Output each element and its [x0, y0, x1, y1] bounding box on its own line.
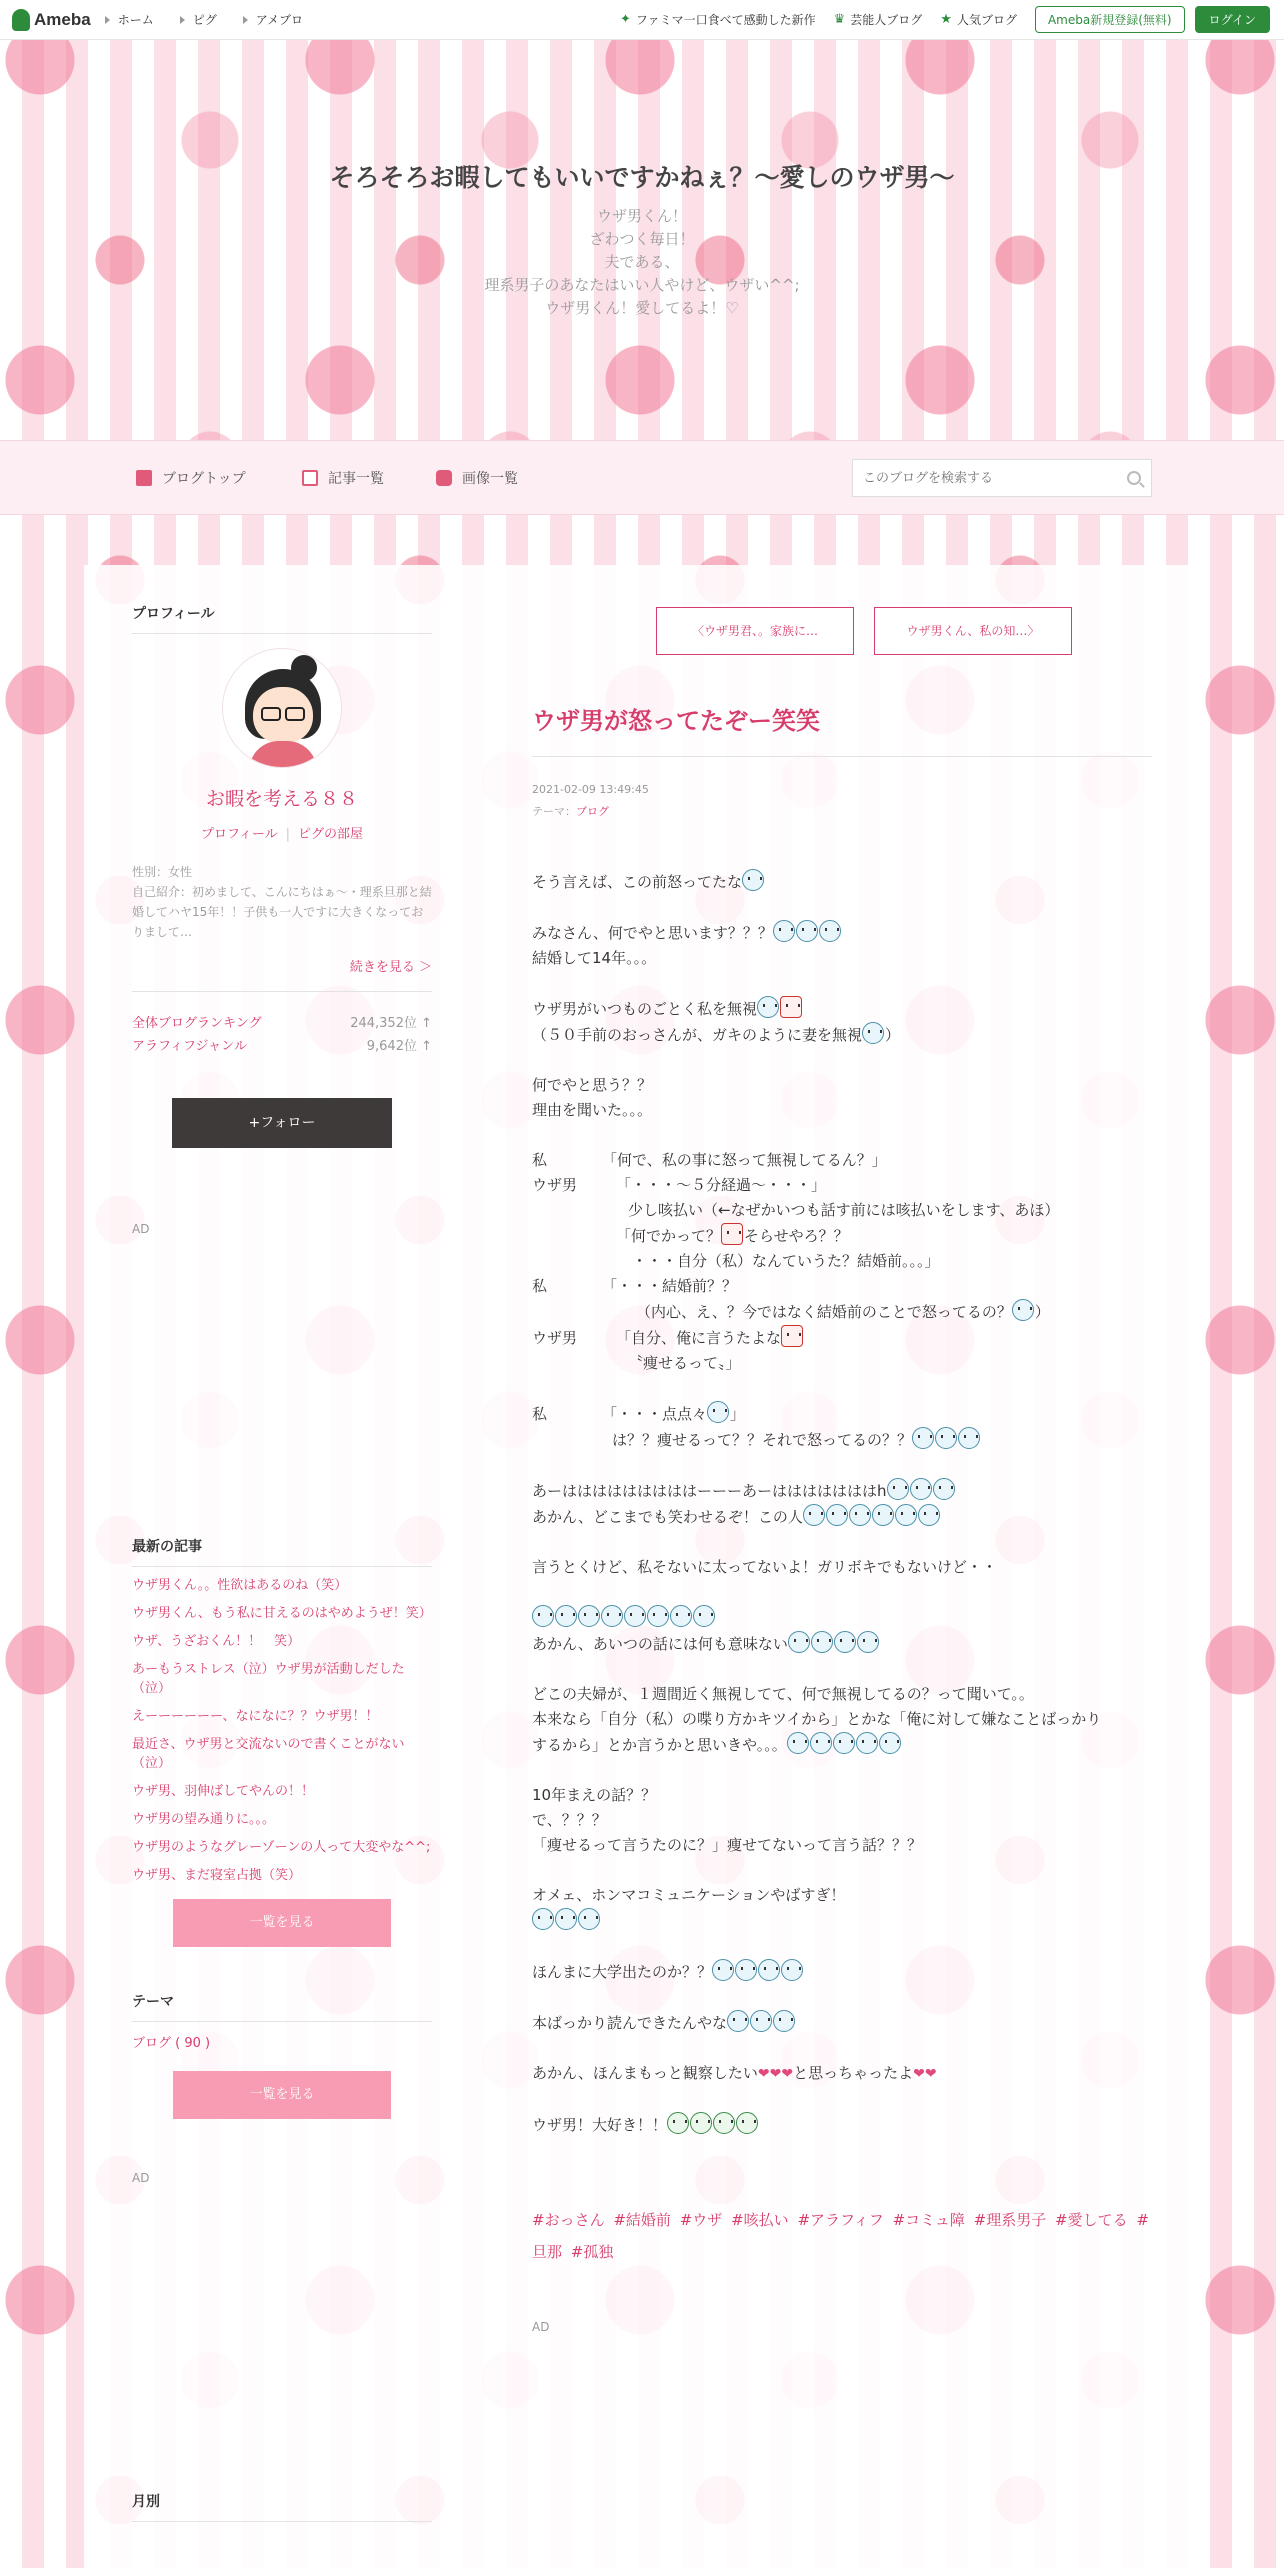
profile-info	[132, 862, 432, 942]
emoji-icon	[887, 1478, 909, 1500]
hashtag-link[interactable]: #旦那	[532, 2211, 1149, 2261]
entry-theme-link[interactable]: ブログ	[576, 805, 609, 818]
emoji-icon	[693, 1605, 715, 1627]
emoji-icon	[788, 1631, 810, 1653]
recent-heading: 最新の記事	[132, 1536, 432, 1567]
prev-article-link[interactable]: 〈ウザ男君、。家族に…	[656, 607, 854, 655]
emoji-icon	[912, 1427, 934, 1449]
topbar-link-famima[interactable]: ✦ ファミマ一口食べて感動した新作	[619, 12, 816, 27]
article	[532, 607, 1152, 2334]
ad-label: AD	[132, 1222, 150, 1236]
entry-date: 2021-02-09 13:49:45	[532, 783, 649, 796]
topnav-home[interactable]: ホーム	[105, 11, 154, 28]
entry-meta: 2021-02-09 13:49:45 テーマ：ブログ	[532, 779, 1152, 823]
emoji-icon	[727, 2010, 749, 2032]
sidebar	[132, 603, 432, 2522]
emoji-icon	[895, 1504, 917, 1526]
emoji-icon	[532, 1605, 554, 1627]
emoji-icon	[787, 1732, 809, 1754]
list-item[interactable]: ウザ男くん。。性欲はあるのね（笑）	[132, 1578, 348, 1593]
nav-image-list[interactable]: 画像一覧	[436, 468, 518, 488]
list-item[interactable]: ウザ男、まだ寝室占拠（笑）	[132, 1868, 302, 1883]
emoji-icon	[578, 1605, 600, 1627]
emoji-icon	[910, 1478, 932, 1500]
list-item[interactable]: ウザ男、羽伸ばしてやんの！！	[132, 1784, 315, 1799]
emoji-icon	[872, 1504, 894, 1526]
list-item[interactable]: ウザ男くん、もう私に甘えるのはやめようぜ！笑）	[132, 1606, 432, 1621]
list-item[interactable]: ウザ男のようなグレーゾーンの人って大変やな^^;	[132, 1840, 431, 1855]
nav-blog-top[interactable]: ブログトップ	[136, 468, 246, 488]
emoji-icon	[578, 1908, 600, 1930]
chevron-left-icon: 〈	[691, 624, 704, 638]
article-pager	[576, 607, 1152, 655]
emoji-icon	[735, 1959, 757, 1981]
emoji-icon	[1012, 1299, 1034, 1321]
blog-search	[852, 459, 1152, 497]
emoji-icon	[750, 2010, 772, 2032]
emoji-icon	[849, 1504, 871, 1526]
emoji-icon	[555, 1605, 577, 1627]
emoji-icon	[712, 1959, 734, 1981]
recent-list-button[interactable]: 一覧を見る	[173, 1899, 391, 1947]
hashtag-link[interactable]: #孤独	[570, 2243, 614, 2261]
hashtag-link[interactable]: #結婚前	[613, 2211, 671, 2229]
topbar-link-popular[interactable]: ★ 人気ブログ	[940, 12, 1017, 27]
ranking-row: アラフィフジャンル 9,642位 ↑	[132, 1039, 432, 1054]
topbar-link-celebrity[interactable]: ♛ 芸能人ブログ	[833, 12, 923, 27]
profile-link[interactable]: プロフィール	[200, 827, 278, 842]
theme-heading: テーマ	[132, 1991, 432, 2022]
emoji-icon	[555, 1908, 577, 1930]
hashtag-list	[532, 2204, 1152, 2268]
emoji-icon	[670, 1605, 692, 1627]
signup-button[interactable]: Ameba新規登録(無料)	[1035, 6, 1185, 33]
hashtag-link[interactable]: #おっさん	[532, 2211, 605, 2229]
crown-icon: ♛	[833, 12, 846, 27]
emoji-icon	[781, 1959, 803, 1981]
emoji-icon	[601, 1605, 623, 1627]
emoji-icon	[624, 1605, 646, 1627]
emoji-icon	[781, 1325, 803, 1347]
monthly-heading: 月別	[132, 2491, 432, 2522]
list-item[interactable]: 最近さ、ウザ男と交流ないので書くことがない（泣）	[132, 1737, 405, 1771]
hashtag-link[interactable]: #愛してる	[1055, 2211, 1128, 2229]
camera-icon	[436, 470, 452, 486]
profile-links: プロフィール | ピグの部屋	[200, 827, 364, 842]
emoji-icon	[958, 1427, 980, 1449]
profile-gender: 性別：女性	[132, 865, 193, 879]
list-item[interactable]: ウザ、うざおくん！！ 笑）	[132, 1634, 301, 1649]
heart-icon: ❤❤❤	[757, 2066, 794, 2082]
star-icon: ★	[940, 12, 952, 27]
hashtag-link[interactable]: #コミュ障	[892, 2211, 965, 2229]
blog-search-input[interactable]	[863, 471, 1127, 486]
chevron-right-icon: 〉	[1027, 624, 1040, 638]
login-button[interactable]: ログイン	[1195, 6, 1270, 33]
emoji-icon	[803, 1504, 825, 1526]
emoji-icon	[918, 1504, 940, 1526]
list-item[interactable]: えーーーーーー、なになに？？ウザ男！！	[132, 1709, 379, 1724]
entry-list-icon	[302, 470, 318, 486]
ameba-logo[interactable]: Ameba	[12, 9, 91, 31]
nav-entry-list[interactable]: 記事一覧	[302, 468, 384, 488]
profile-heading: プロフィール	[132, 603, 432, 634]
emoji-icon	[667, 2112, 689, 2134]
read-more-link[interactable]: 続きを見る ＞	[132, 956, 432, 992]
list-item[interactable]: ウザ男の望み通りに。。。	[132, 1812, 276, 1827]
hashtag-link[interactable]: #咳払い	[731, 2211, 789, 2229]
emoji-icon	[811, 1631, 833, 1653]
topnav-ameblo[interactable]: アメブロ	[243, 11, 303, 28]
emoji-icon	[690, 2112, 712, 2134]
pigg-room-link[interactable]: ピグの部屋	[298, 827, 364, 842]
emoji-icon	[773, 2010, 795, 2032]
hashtag-link[interactable]: #ウザ	[679, 2211, 723, 2229]
heart-icon: ❤❤	[913, 2066, 937, 2082]
emoji-icon	[857, 1631, 879, 1653]
emoji-icon	[935, 1427, 957, 1449]
topnav-pigg[interactable]: ピグ	[180, 11, 217, 28]
theme-list-button[interactable]: 一覧を見る	[173, 2071, 391, 2119]
theme-item[interactable]: ブログ ( 90 )	[132, 2036, 211, 2051]
next-article-link[interactable]: ウザ男くん、私の知…〉	[874, 607, 1072, 655]
emoji-icon	[810, 1732, 832, 1754]
emoji-icon	[736, 2112, 758, 2134]
emoji-icon	[856, 1732, 878, 1754]
emoji-icon	[532, 1908, 554, 1930]
ranking-row: 全体ブログランキング 244,352位 ↑	[132, 1016, 432, 1031]
emoji-icon	[721, 1223, 743, 1245]
emoji-icon	[933, 1478, 955, 1500]
profile-intro: 自己紹介：初めまして、こんにちはぁ〜・理系旦那と結婚してハヤ15年！！子供も一人ですに大きくなっておりまして…	[132, 885, 432, 939]
entry-title[interactable]: ウザ男が怒ってたぞー笑笑	[532, 701, 1152, 757]
emoji-icon	[796, 920, 818, 942]
blog-header	[0, 40, 1284, 440]
search-icon[interactable]	[1127, 471, 1141, 485]
ad-label: AD	[532, 2320, 550, 2334]
list-item[interactable]: あーもうストレス（泣）ウザ男が活動しだした（泣）	[132, 1662, 405, 1696]
emoji-icon	[758, 1959, 780, 1981]
entry-body: そう言えば、この前怒ってたな みなさん、何でやと思います？？？ 結婚して14年。。。 ウザ男がいつものごとく私を無視 （５０手前のおっさんが、ガキのように妻を無視 ） 何でやと思う？？ 理由を聞いた。。。 私 「何で、私の事に怒って無視してるん？」 ウザ男 「・・・〜５分経過〜・・・」 少し咳払い（←なぜかいつも話す前には咳払いをします、あほ） 「何でかって？ そらせやろ？？ ・・・自分（私）なんていうた？結婚前。。。」 私 「・・・結婚前？？ （内心、え、？今ではなく結婚前のことで怒ってるの？ ） ウザ男 「自分、俺に言うたよな 〝痩せるって〟」 私 「・・・点点々 」 は？？痩せるって？？それで怒ってるの？？ あーはははははははははーーーあーはははははははh あかん、どこまでも笑わせるぞ！この人 言うとくけど、私そないに太ってないよ！ガリボキでもないけど・・ あかん、あいつの話には何も意味ない どこの夫婦が、１週間近く無視してて、何で無視してるの？って聞いて。。 本来なら「自分（私）の喋り方かキツイから」とかな「俺に対して嫌なことばっかり するから」とか言うかと思いきや。。。 10年まえの話？？ で、？？？ 「痩せるって言うたのに？」痩せてないって言う話？？？ オメェ、ホンマコミュニケーションやばすぎ！ ほんまに大学出たのか？？ 本ばっかり読んできたんやな あかん、ほんまもっと観察したい❤❤❤と思っちゃったよ❤❤ ウザ男！大好き！！	[532, 869, 1152, 2138]
ameba-topbar	[0, 0, 1284, 40]
emoji-icon	[879, 1732, 901, 1754]
topnav	[105, 11, 329, 28]
sparkle-icon: ✦	[619, 12, 631, 27]
emoji-icon	[862, 1022, 884, 1044]
blog-top-icon	[136, 470, 152, 486]
ad-label: AD	[132, 2171, 150, 2185]
follow-button[interactable]: +フォロー	[172, 1098, 392, 1148]
rankings	[132, 1012, 432, 1054]
blog-description: ウザ男くん！ ざわつく毎日！ 夫である、 理系男子のあなたはいい人やけど、ウザい^^; ウザ男くん！愛してるよ！♡	[484, 207, 800, 317]
emoji-icon	[707, 1401, 729, 1423]
emoji-icon	[780, 996, 802, 1018]
hashtag-link[interactable]: #理系男子	[973, 2211, 1047, 2229]
avatar[interactable]	[222, 648, 342, 768]
emoji-icon	[757, 996, 779, 1018]
emoji-icon	[833, 1732, 855, 1754]
emoji-icon	[647, 1605, 669, 1627]
ameba-logo-icon	[12, 9, 30, 31]
emoji-icon	[713, 2112, 735, 2134]
emoji-icon	[819, 920, 841, 942]
emoji-icon	[834, 1631, 856, 1653]
main-panel	[84, 565, 1200, 2568]
blog-nav	[0, 440, 1284, 515]
hashtag-link[interactable]: #アラフィフ	[797, 2211, 884, 2229]
blog-title[interactable]: そろそろお暇してもいいですかねぇ？〜愛しのウザ男〜	[329, 163, 955, 192]
recent-list	[132, 1576, 432, 1885]
profile-nickname[interactable]: お暇を考える８８	[205, 788, 358, 810]
emoji-icon	[742, 869, 764, 891]
emoji-icon	[773, 920, 795, 942]
emoji-icon	[826, 1504, 848, 1526]
